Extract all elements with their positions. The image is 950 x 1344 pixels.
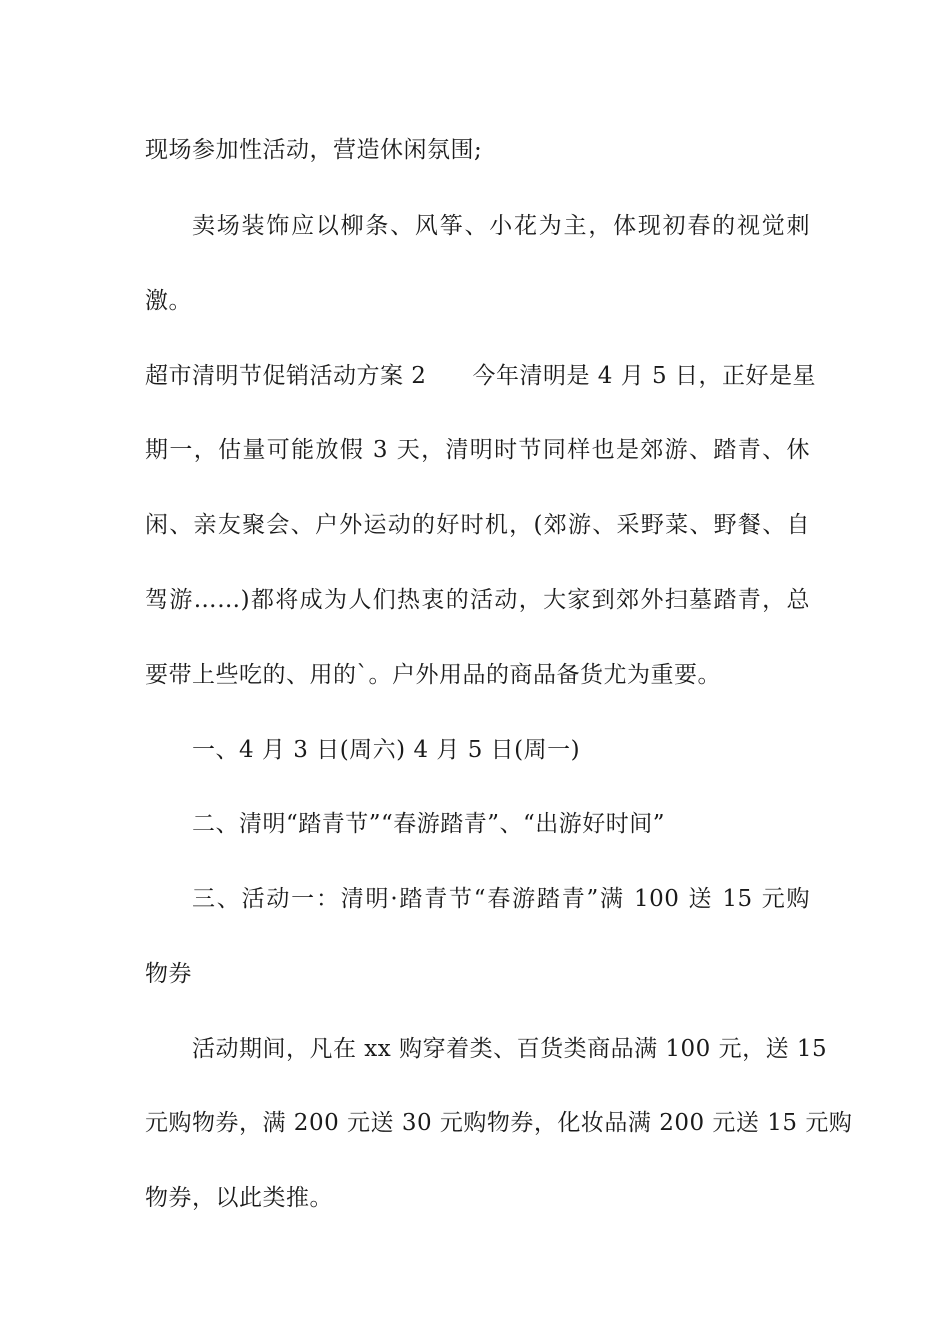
section-heading: 超市清明节促销活动方案 2 <box>145 363 427 389</box>
list-item: 一、4 月 3 日(周六) 4 月 5 日(周一) <box>192 737 581 763</box>
paragraph-line: 要带上些吃的、用的`。户外用品的商品备货尤为重要。 <box>145 662 721 688</box>
paragraph-line: 卖场装饰应以柳条、风筝、小花为主，体现初春的视觉刺 <box>192 213 810 239</box>
paragraph-line: 物券 <box>145 961 192 987</box>
list-item: 二、清明“踏青节”“春游踏青”、“出游好时间” <box>192 811 666 837</box>
paragraph-line: 元购物券，满 200 元送 30 元购物券，化妆品满 200 元送 15 元购 <box>145 1110 853 1136</box>
paragraph-line: 现场参加性活动，营造休闲氛围; <box>145 137 483 163</box>
paragraph-line: 驾游……)都将成为人们热衷的活动，大家到郊外扫墓踏青，总 <box>145 587 810 613</box>
paragraph-text: 今年清明是 4 月 5 日，正好是星 <box>472 363 816 389</box>
list-item: 三、活动一：清明·踏青节“春游踏青”满 100 送 15 元购 <box>192 886 810 912</box>
paragraph-line: 物券，以此类推。 <box>145 1185 333 1211</box>
paragraph-line: 期一，估量可能放假 3 天，清明时节同样也是郊游、踏青、休 <box>145 437 810 463</box>
paragraph-line: 活动期间，凡在 xx 购穿着类、百货类商品满 100 元，送 15 <box>192 1036 828 1062</box>
paragraph-line: 激。 <box>145 288 192 314</box>
paragraph-line <box>145 360 816 392</box>
paragraph-line: 闲、亲友聚会、户外运动的好时机，(郊游、采野菜、野餐、自 <box>145 512 810 538</box>
